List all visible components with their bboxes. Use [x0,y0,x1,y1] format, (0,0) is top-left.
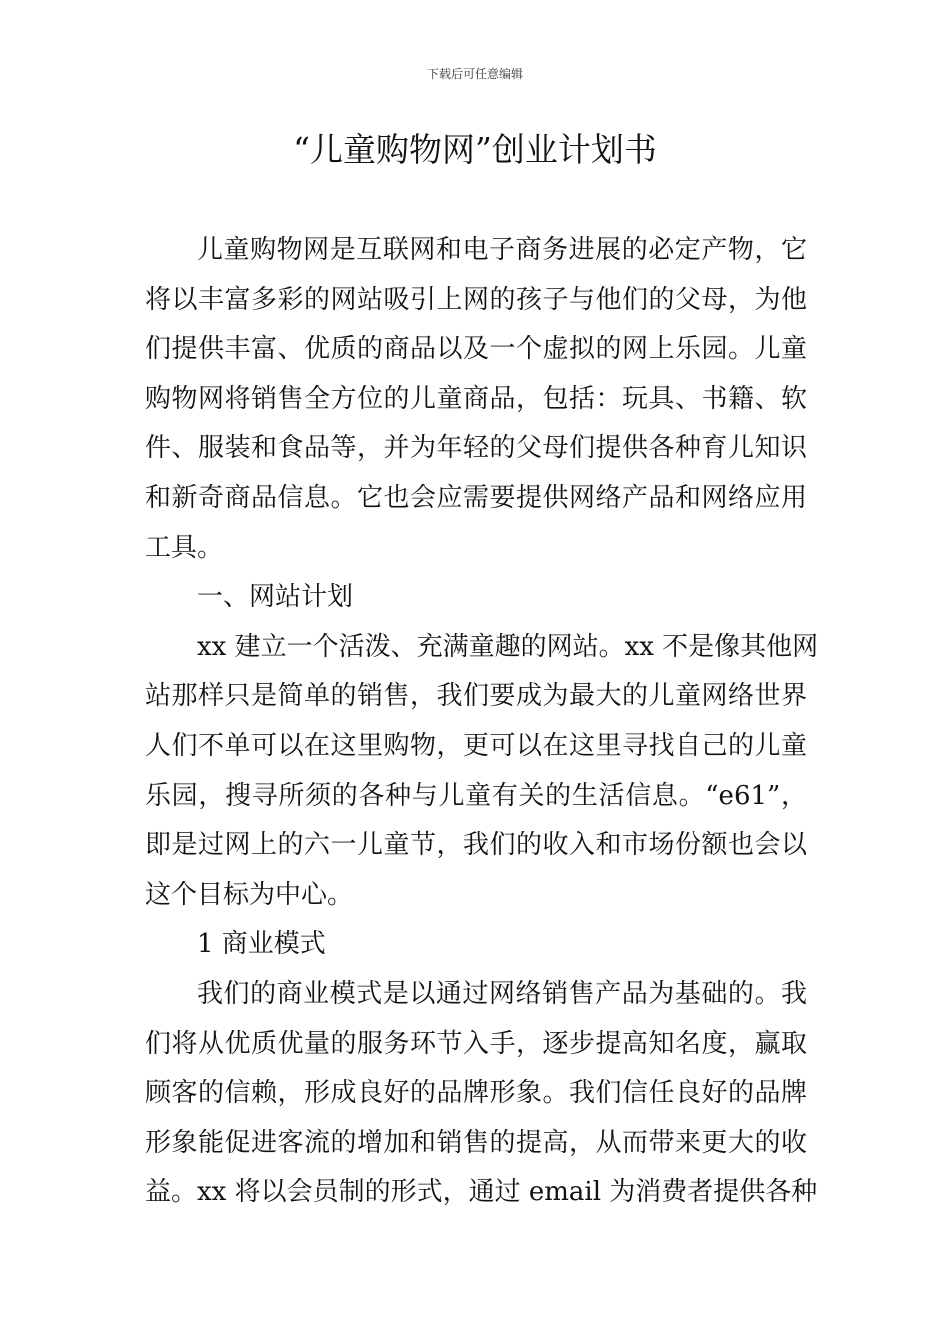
text-line: 一、网站计划 [197,582,354,613]
text-line: 即是过网上的六一儿童节，我们的收入和市场份额也会以 [145,830,807,861]
text-line: 形象能促进客流的增加和销售的提高，从而带来更大的收 [145,1127,807,1158]
text-line: 1 商业模式 [197,929,326,960]
text-line: 件、服装和食品等，并为年轻的父母们提供各种育儿知识 [145,433,807,464]
page-header-note: 下载后可任意编辑 [426,67,523,81]
text-line: 站那样只是简单的销售，我们要成为最大的儿童网络世界 [145,681,807,712]
text-line: 儿童购物网是互联网和电子商务进展的必定产物，它 [197,235,807,265]
text-line: 顾客的信赖，形成良好的品牌形象。我们信任良好的品牌 [145,1078,807,1109]
paragraph-business-model [145,970,818,1218]
text-line: 购物网将销售全方位的儿童商品，包括：玩具、书籍、软 [145,383,807,414]
section-heading-business-model [145,920,807,970]
document-title: “儿童购物网”创业计划书 [293,130,657,169]
text-line: 工具。 [145,532,224,563]
text-line: 人们不单可以在这里购物，更可以在这里寻找自己的儿童 [145,730,807,761]
text-line: 我们的商业模式是以通过网络销售产品为基础的。我 [197,978,807,1009]
paragraph-intro [145,226,807,573]
section-heading-website-plan [145,573,807,623]
paragraph-website-plan [145,623,819,921]
text-line: 将以丰富多彩的网站吸引上网的孩子与他们的父母，为他 [145,284,807,315]
document-body [145,226,819,1218]
text-line: 这个目标为中心。 [145,879,354,910]
text-line: 们将从优质优量的服务环节入手，逐步提高知名度，赢取 [145,1028,807,1059]
text-line: 和新奇商品信息。它也会应需要提供网络产品和网络应用 [145,482,807,513]
text-line: 益。xx 将以会员制的形式，通过 email 为消费者提供各种 [145,1177,818,1208]
text-line: xx 建立一个活泼、充满童趣的网站。xx 不是像其他网 [197,631,819,662]
text-line: 乐园，搜寻所须的各种与儿童有关的生活信息。“e61”， [145,780,807,811]
text-line: 们提供丰富、优质的商品以及一个虚拟的网上乐园。儿童 [145,334,807,365]
